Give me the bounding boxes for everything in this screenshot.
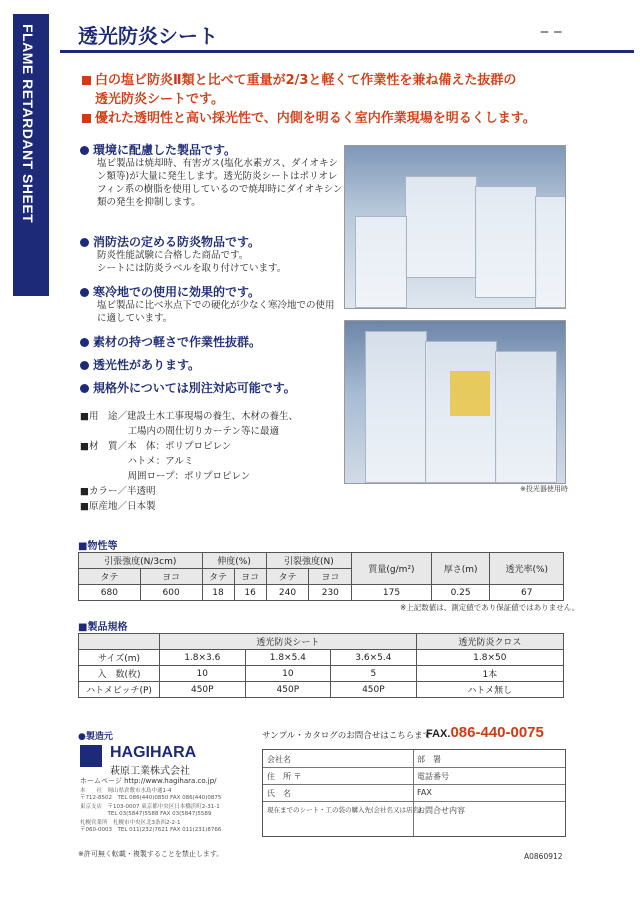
properties-note: ※上記数値は、測定値であり保証値ではありません。: [400, 603, 580, 612]
brand-name: HAGIHARA: [110, 744, 197, 761]
form-field-address: 住 所 〒: [267, 772, 302, 781]
spec-line: ■用 途／建設土木工事現場の養生、木材の養生、: [80, 411, 298, 422]
product-photo-1: [344, 145, 566, 309]
catalog-code: A0860912: [524, 852, 563, 861]
office-line: 〒712-8502 TEL 086(440)0850 FAX 086(440)0875: [80, 795, 222, 801]
photo-caption: ※投光器使用時: [520, 485, 568, 493]
bullet-icon: [80, 338, 89, 347]
form-field-inquiry: お問合せ内容: [417, 806, 465, 815]
square-bullet-icon: [82, 114, 91, 123]
title-divider: [60, 50, 634, 53]
maker-label: ●製造元: [78, 732, 113, 742]
product-photo-2: [344, 320, 566, 484]
spec-line: ハトメ：アルミ: [80, 456, 194, 467]
headline-2: 優れた透明性と高い採光性で、内側を明るく室内作業現場を明るくします。: [82, 110, 536, 128]
square-bullet-icon: [82, 76, 91, 85]
properties-table: 引張強度(N/3cm) 伸度(%) 引裂強度(N) 質量(g/m²) 厚さ(m) 透光率(%) タテ ヨコ タテ ヨコ タテ ヨコ 680 600 18 16 240 230 175 0.25 67: [78, 552, 564, 601]
form-field-name: 氏 名: [267, 789, 291, 798]
office-line: 本 社 岡山県倉敷市水島中通1-4: [80, 788, 172, 794]
bullet-icon: [80, 146, 89, 155]
corner-mark: ‒ ‒: [540, 24, 563, 40]
side-band: [13, 14, 49, 296]
feature-title: 寒冷地での使用に効果的です。: [80, 283, 260, 300]
bullet-icon: [80, 238, 89, 247]
bullet-icon: [80, 384, 89, 393]
form-field-phone: 電話番号: [417, 772, 449, 781]
spec-line: ■カラー／半透明: [80, 486, 156, 497]
bullet-icon: [80, 361, 89, 370]
company-name: 萩原工業株式会社: [110, 766, 190, 777]
feature-title: 環境に配慮した製品です。: [80, 141, 236, 158]
spec-line: ■材 質／本 体：ポリプロピレン: [80, 441, 232, 452]
feature-title: 素材の持つ軽さで作業性抜群。: [80, 333, 261, 350]
headline-1: 白の塩ビ防炎Ⅱ類と比べて重量が2/3と軽くて作業性を兼ね備えた抜群の: [82, 72, 516, 90]
office-line: 〒060-0003 TEL 011(232)7621 FAX 011(231)8766: [80, 827, 222, 833]
feature-title: 消防法の定める防炎物品です。: [80, 233, 260, 250]
feature-desc: 塩ビ製品は焼却時、有害ガス(塩化水素ガス、ダイオキシ ン類等)が大量に発生します。透光防炎シートはポリオレ フィン系の樹脂を使用しているので焼却時にダイオキシン 類の発生を抑制します。: [97, 158, 343, 208]
form-field-department: 部 署: [417, 755, 441, 764]
page-title: 透光防炎シート: [78, 24, 218, 48]
office-line: TEL 03(5847)5588 FAX 03(5847)5589: [80, 811, 212, 817]
feature-desc: 塩ビ製品に比べ氷点下での硬化が少なく寒冷地での使用 に適しています。: [97, 300, 335, 324]
homepage-url: ホームページ http://www.hagihara.co.jp/: [80, 777, 217, 785]
office-line: 東京支店 〒103-0007 東京都中央区日本橋浜町2-31-1: [80, 804, 220, 810]
feature-title: 透光性があります。: [80, 356, 200, 373]
spec-line: ■原産地／日本製: [80, 501, 156, 512]
form-field-company: 会社名: [267, 755, 291, 764]
form-field-supplier: 現在までのシート・工の袋の購入先(会社名又は店名): [267, 806, 422, 814]
spec-line: 周囲ロープ：ポリプロピレン: [80, 471, 251, 482]
inquiry-form: [262, 749, 566, 837]
bullet-icon: [80, 288, 89, 297]
sizes-table: 透光防炎シート 透光防炎クロス サイズ(m) 1.8×3.6 1.8×5.4 3.6×5.4 1.8×50 入 数(枚) 10 10 5 1本 ハトメピッチ(P) 450P 450P 450P ハトメ無し: [78, 633, 564, 698]
hagihara-logo-icon: [80, 745, 102, 767]
footnote: ※許可無く転載・複製することを禁止します。: [78, 850, 224, 858]
inquiry-text: サンプル・カタログのお問合せはこちらまで: [262, 731, 432, 741]
feature-title: 規格外については別注対応可能です。: [80, 379, 296, 396]
spec-line: 工場内の間仕切りカーテン等に最適: [80, 426, 280, 437]
office-line: 札幌営業所 札幌市中央区北3条西2-2-1: [80, 820, 181, 826]
side-band-text: FLAME RETARDANT SHEET: [20, 24, 36, 224]
feature-desc: 防炎性能試験に合格した商品です。 シートには防炎ラベルを取り付けています。: [97, 250, 287, 274]
fax-number: FAX.086-440-0075: [426, 724, 544, 741]
headline-1-cont: 透光防炎シートです。: [95, 92, 224, 107]
form-field-fax: FAX: [417, 788, 432, 797]
properties-title: ■物性等: [78, 541, 118, 552]
sizes-title: ■製品規格: [78, 622, 128, 633]
